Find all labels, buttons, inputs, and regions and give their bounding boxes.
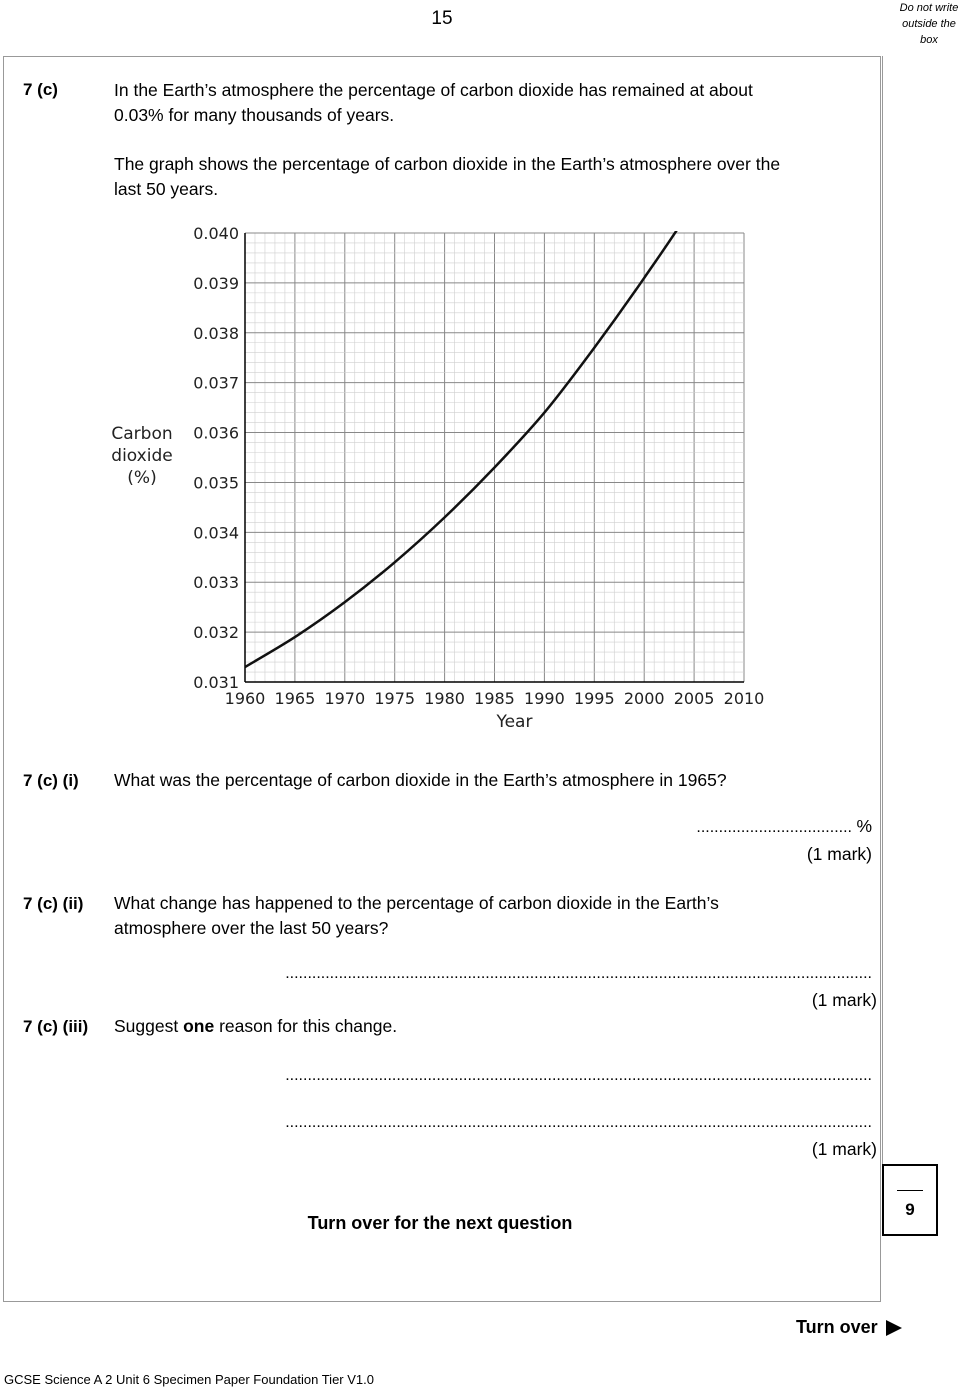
graph-intro-line: The graph shows the percentage of carbon dioxide in the Earth’s atmosphere over the <box>114 154 781 174</box>
part-iii-answer-line-1[interactable]: .................................................................................................................................... <box>285 1067 872 1084</box>
part-ii-marks: (1 mark) <box>811 990 877 1010</box>
y-tick-label: 0.037 <box>193 373 239 393</box>
y-tick-label: 0.036 <box>193 423 239 443</box>
part-i-marks: (1 mark) <box>806 844 872 864</box>
y-tick-label: 0.031 <box>193 673 239 692</box>
y-tick-label: 0.039 <box>193 273 239 293</box>
graph-intro <box>114 152 874 202</box>
question-intro <box>114 78 874 128</box>
y-axis-label-line: dioxide <box>111 446 173 466</box>
part-i-answer-line[interactable] <box>660 816 872 837</box>
part-iii-marks: (1 mark) <box>811 1139 877 1159</box>
y-tick-label: 0.034 <box>193 523 239 543</box>
part-i-number: 7 (c) (i) <box>23 771 79 790</box>
part-iii-question <box>114 1014 814 1039</box>
graph-intro-line: last 50 years. <box>114 179 219 199</box>
x-tick-label: 1995 <box>573 689 615 708</box>
y-tick-label: 0.032 <box>193 623 239 643</box>
y-tick-label: 0.035 <box>193 473 239 493</box>
y-axis-label-line: (%) <box>127 468 157 488</box>
part-ii-line: What change has happened to the percentage of carbon dioxide in the Earth’s <box>114 893 719 913</box>
y-tick-label: 0.040 <box>193 224 239 243</box>
footer-text: GCSE Science A 2 Unit 6 Specimen Paper Foundation Tier V1.0 <box>4 1372 374 1387</box>
y-axis-label-line: Carbon <box>111 424 173 444</box>
turn-over-arrow-icon <box>886 1320 902 1336</box>
part-iii-emphasis: one <box>183 1016 215 1036</box>
x-tick-label: 2005 <box>673 689 715 708</box>
part-iii-text: Suggest <box>114 1016 184 1036</box>
answer-unit: % <box>856 816 872 836</box>
answer-dots: ................................... <box>696 819 852 836</box>
part-iii-number: 7 (c) (iii) <box>23 1017 89 1036</box>
chart-tick-labels <box>193 224 764 708</box>
turn-over-label: Turn over <box>796 1317 878 1337</box>
x-tick-label: 1975 <box>374 689 416 708</box>
x-tick-label: 1980 <box>424 689 465 708</box>
next-question-note: Turn over for the next question <box>307 1213 573 1233</box>
margin-note-line: Do not write <box>899 2 959 14</box>
x-tick-label: 1965 <box>274 689 316 708</box>
y-tick-label: 0.033 <box>193 573 239 593</box>
x-tick-label: 1970 <box>324 689 366 708</box>
intro-line: In the Earth’s atmosphere the percentage of carbon dioxide has remained at about <box>114 80 753 100</box>
page-number: 15 <box>431 8 453 29</box>
x-tick-label: 1990 <box>524 689 565 708</box>
intro-line: 0.03% for many thousands of years. <box>114 105 395 125</box>
question-number: 7 (c) <box>23 80 58 99</box>
part-ii-number: 7 (c) (ii) <box>23 894 84 913</box>
x-tick-label: 2000 <box>623 689 665 708</box>
x-axis-label: Year <box>496 712 533 732</box>
chart-grid <box>245 233 744 682</box>
part-ii-question <box>114 891 874 941</box>
y-tick-label: 0.038 <box>193 323 239 343</box>
x-tick-label: 2010 <box>723 689 765 708</box>
chart-axis-labels <box>111 424 532 732</box>
x-tick-label: 1985 <box>474 689 515 708</box>
x-tick-label: 1960 <box>224 689 266 708</box>
co2-line-chart <box>105 215 780 735</box>
margin-divider <box>882 56 883 1164</box>
margin-note <box>893 0 960 48</box>
part-ii-line: atmosphere over the last 50 years? <box>114 918 389 938</box>
part-iii-answer-line-2[interactable]: .................................................................................................................................... <box>285 1114 872 1131</box>
part-ii-answer-line[interactable]: .................................................................................................................................... <box>285 965 872 982</box>
part-i-question: What was the percentage of carbon dioxide in the Earth’s atmosphere in 1965? <box>114 770 727 790</box>
part-iii-text: reason for this change. <box>214 1016 398 1036</box>
total-marks-line <box>897 1190 923 1191</box>
margin-note-line: outside the <box>902 18 956 30</box>
margin-note-line: box <box>920 34 938 46</box>
total-marks-value: 9 <box>905 1200 915 1219</box>
